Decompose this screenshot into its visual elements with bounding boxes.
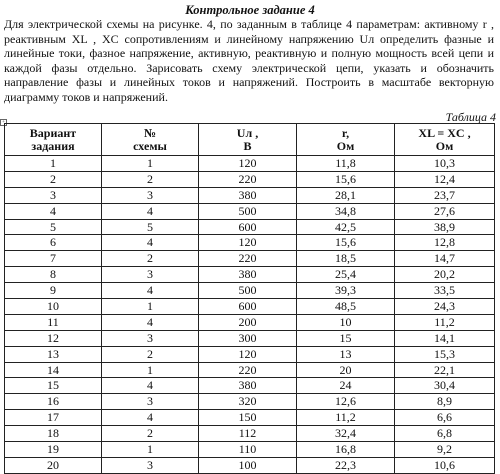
- table-row: [5, 267, 495, 283]
- cell-resistance: 42,5: [297, 219, 395, 235]
- cell-variant: 4: [5, 203, 102, 219]
- cell-resistance: 15,6: [297, 171, 395, 187]
- header-voltage: [199, 124, 297, 156]
- cell-voltage: 110: [199, 442, 297, 458]
- cell-reactance: 30,4: [395, 378, 495, 394]
- header-text: №: [143, 125, 157, 140]
- header-text: XL = XC ,: [418, 125, 471, 140]
- cell-resistance: 32,4: [297, 426, 395, 442]
- cell-resistance: 11,2: [297, 410, 395, 426]
- cell-scheme: 1: [102, 362, 199, 378]
- cell-resistance: 39,3: [297, 283, 395, 299]
- table-row: [5, 156, 495, 172]
- cell-voltage: 100: [199, 457, 297, 473]
- table-row: [5, 330, 495, 346]
- cell-scheme: 3: [102, 394, 199, 410]
- cell-reactance: 8,9: [395, 394, 495, 410]
- cell-scheme: 3: [102, 187, 199, 203]
- table-row: [5, 378, 495, 394]
- cell-reactance: 9,2: [395, 442, 495, 458]
- cell-voltage: 112: [199, 426, 297, 442]
- cell-reactance: 11,2: [395, 314, 495, 330]
- table-body: [5, 156, 495, 474]
- cell-scheme: 2: [102, 426, 199, 442]
- cell-scheme: 4: [102, 235, 199, 251]
- cell-reactance: 24,3: [395, 299, 495, 315]
- paragraph-line: реактивным XL , XC сопротивлениям и линейному напряжению Uл определить фазные и: [4, 31, 494, 46]
- table-row: [5, 394, 495, 410]
- cell-scheme: 4: [102, 314, 199, 330]
- table-row: [5, 314, 495, 330]
- cell-reactance: 6,6: [395, 410, 495, 426]
- cell-variant: 7: [5, 251, 102, 267]
- cell-resistance: 13: [297, 346, 395, 362]
- table-row: [5, 203, 495, 219]
- cell-variant: 9: [5, 283, 102, 299]
- cell-reactance: 14,7: [395, 251, 495, 267]
- header-text: В: [243, 138, 252, 153]
- paragraph-line: Для электрической схемы на рисунке. 4, по заданным в таблице 4 параметрам: активному r ,: [4, 17, 494, 31]
- cell-variant: 20: [5, 457, 102, 473]
- cell-voltage: 380: [199, 378, 297, 394]
- table-row: [5, 283, 495, 299]
- cell-reactance: 23,7: [395, 187, 495, 203]
- cell-resistance: 24: [297, 378, 395, 394]
- header-variant: [5, 124, 102, 156]
- cell-variant: 13: [5, 346, 102, 362]
- cell-resistance: 25,4: [297, 267, 395, 283]
- cell-variant: 16: [5, 394, 102, 410]
- table-caption: Таблица 4: [445, 110, 496, 124]
- cell-voltage: 150: [199, 410, 297, 426]
- table-row: [5, 251, 495, 267]
- header-text: Uл ,: [236, 125, 259, 140]
- cell-voltage: 500: [199, 203, 297, 219]
- table-row: [5, 362, 495, 378]
- cell-resistance: 15: [297, 330, 395, 346]
- cell-resistance: 15,6: [297, 235, 395, 251]
- cell-resistance: 48,5: [297, 299, 395, 315]
- table-anchor-icon: +: [0, 119, 7, 126]
- cell-reactance: 12,8: [395, 235, 495, 251]
- cell-voltage: 380: [199, 267, 297, 283]
- table-row: [5, 235, 495, 251]
- cell-scheme: 5: [102, 219, 199, 235]
- cell-resistance: 12,6: [297, 394, 395, 410]
- header-scheme: [102, 124, 199, 156]
- header-text: схемы: [133, 138, 167, 153]
- table-row: [5, 426, 495, 442]
- cell-voltage: 600: [199, 219, 297, 235]
- cell-scheme: 3: [102, 330, 199, 346]
- cell-variant: 11: [5, 314, 102, 330]
- task-paragraph: [4, 17, 494, 105]
- header-resistance: [297, 124, 395, 156]
- table-row: [5, 457, 495, 473]
- cell-scheme: 3: [102, 267, 199, 283]
- cell-reactance: 22,1: [395, 362, 495, 378]
- cell-scheme: 1: [102, 442, 199, 458]
- cell-voltage: 220: [199, 171, 297, 187]
- document-title: Контрольное задание 4: [185, 3, 315, 17]
- cell-variant: 3: [5, 187, 102, 203]
- cell-variant: 5: [5, 219, 102, 235]
- header-text: Вариант: [29, 125, 77, 140]
- cell-voltage: 220: [199, 362, 297, 378]
- cell-resistance: 10: [297, 314, 395, 330]
- cell-resistance: 34,8: [297, 203, 395, 219]
- cell-variant: 2: [5, 171, 102, 187]
- cell-scheme: 4: [102, 283, 199, 299]
- table-row: [5, 299, 495, 315]
- cell-reactance: 33,5: [395, 283, 495, 299]
- cell-voltage: 220: [199, 251, 297, 267]
- cell-voltage: 120: [199, 156, 297, 172]
- cell-variant: 18: [5, 426, 102, 442]
- table-row: [5, 410, 495, 426]
- cell-voltage: 200: [199, 314, 297, 330]
- table-header-row: [5, 124, 495, 156]
- cell-scheme: 1: [102, 156, 199, 172]
- cell-variant: 10: [5, 299, 102, 315]
- cell-resistance: 11,8: [297, 156, 395, 172]
- cell-variant: 19: [5, 442, 102, 458]
- cell-resistance: 20: [297, 362, 395, 378]
- cell-voltage: 300: [199, 330, 297, 346]
- table-row: [5, 219, 495, 235]
- cell-reactance: 38,9: [395, 219, 495, 235]
- cell-scheme: 1: [102, 299, 199, 315]
- parameters-table: [4, 123, 495, 474]
- cell-voltage: 600: [199, 299, 297, 315]
- cell-reactance: 10,6: [395, 457, 495, 473]
- table-row: [5, 442, 495, 458]
- cell-variant: 17: [5, 410, 102, 426]
- cell-reactance: 12,4: [395, 171, 495, 187]
- cell-voltage: 380: [199, 187, 297, 203]
- cell-resistance: 28,1: [297, 187, 395, 203]
- cell-scheme: 3: [102, 457, 199, 473]
- paragraph-line: диаграмму токов и напряжений.: [4, 89, 168, 104]
- cell-variant: 1: [5, 156, 102, 172]
- cell-variant: 12: [5, 330, 102, 346]
- cell-reactance: 6,8: [395, 426, 495, 442]
- cell-scheme: 4: [102, 410, 199, 426]
- cell-reactance: 10,3: [395, 156, 495, 172]
- cell-resistance: 22,3: [297, 457, 395, 473]
- cell-variant: 14: [5, 362, 102, 378]
- header-text: r,: [341, 125, 350, 140]
- cell-scheme: 2: [102, 251, 199, 267]
- cell-voltage: 320: [199, 394, 297, 410]
- cell-resistance: 16,8: [297, 442, 395, 458]
- cell-scheme: 2: [102, 346, 199, 362]
- cell-scheme: 4: [102, 378, 199, 394]
- cell-scheme: 2: [102, 171, 199, 187]
- table-row: [5, 187, 495, 203]
- paragraph-line: направление фазы и линейных токов и напряжений. Построить в масштабе векторную: [4, 75, 494, 90]
- cell-voltage: 120: [199, 235, 297, 251]
- cell-reactance: 20,2: [395, 267, 495, 283]
- cell-voltage: 500: [199, 283, 297, 299]
- header-reactance: [395, 124, 495, 156]
- paragraph-line: каждой фазы отдельно. Зарисовать схему электрической цепи, указать и обозначить: [4, 60, 494, 75]
- cell-reactance: 14,1: [395, 330, 495, 346]
- cell-variant: 15: [5, 378, 102, 394]
- paragraph-line: линейные токи, фазное напряжение, активную, реактивную и полную мощность всей цепи и: [4, 46, 494, 61]
- cell-resistance: 18,5: [297, 251, 395, 267]
- cell-variant: 6: [5, 235, 102, 251]
- table-row: [5, 171, 495, 187]
- table-row: [5, 346, 495, 362]
- cell-variant: 8: [5, 267, 102, 283]
- cell-voltage: 120: [199, 346, 297, 362]
- header-text: Ом: [435, 138, 454, 153]
- header-text: задания: [31, 138, 75, 153]
- header-text: Ом: [336, 138, 355, 153]
- cell-reactance: 27,6: [395, 203, 495, 219]
- cell-reactance: 15,3: [395, 346, 495, 362]
- cell-scheme: 4: [102, 203, 199, 219]
